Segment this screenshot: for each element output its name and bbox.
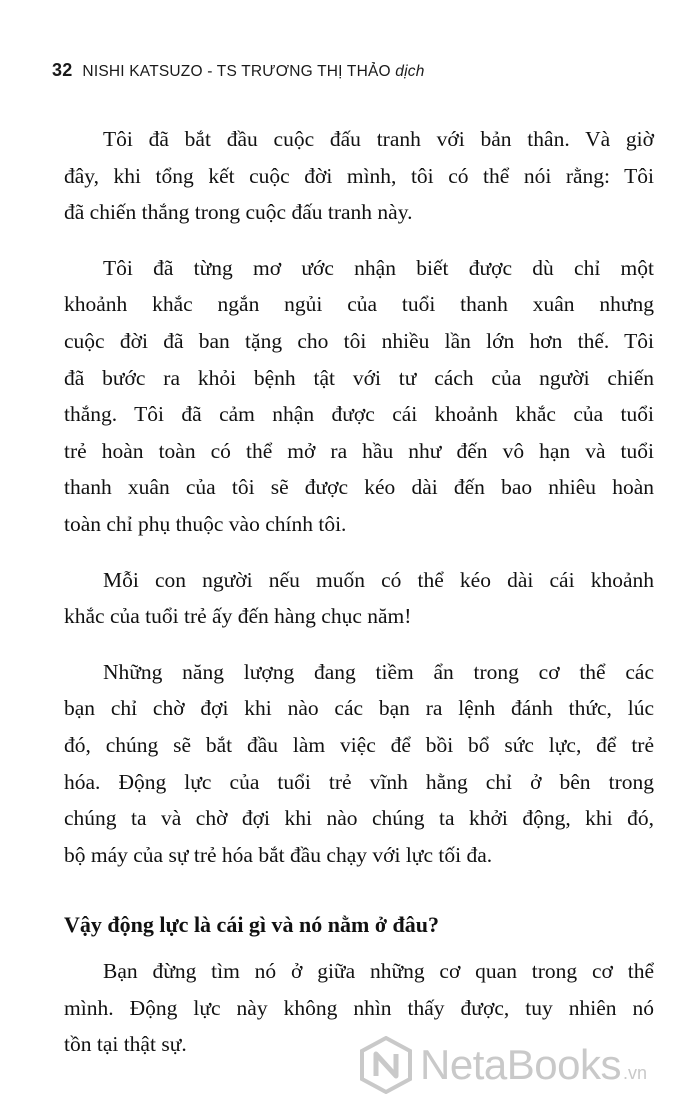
paragraph-line: bạn chỉ chờ đợi khi nào các bạn ra lệnh đánh thức, lúc <box>64 696 654 721</box>
paragraph-line: trẻ hoàn toàn có thể mở ra hầu như đến vô hạn và tuổi <box>64 438 654 463</box>
paragraph-line: hóa. Động lực của tuổi trẻ vĩnh hằng chỉ ở bên trong <box>64 769 654 794</box>
paragraph-line: thanh xuân của tôi sẽ được kéo dài đến bao nhiêu hoàn <box>64 475 654 500</box>
running-header <box>52 60 425 81</box>
section-heading: Vậy động lực là cái gì và nó nằm ở đâu? <box>64 912 439 938</box>
paragraph-line: Mỗi con người nếu muốn có thể kéo dài cái khoảnh <box>103 567 654 592</box>
paragraph-line: Tôi đã từng mơ ước nhận biết được dù chỉ một <box>103 255 654 280</box>
paragraph-line: cuộc đời đã ban tặng cho tôi nhiều lần lớn hơn thế. Tôi <box>64 328 654 353</box>
paragraph-line: đó, chúng sẽ bắt đầu làm việc để bồi bổ sức lực, để trẻ <box>64 732 654 757</box>
paragraph-line: đã chiến thắng trong cuộc đấu tranh này. <box>64 200 413 225</box>
paragraph-line: mình. Động lực này không nhìn thấy được, tuy nhiên nó <box>64 995 654 1020</box>
paragraph-line: tồn tại thật sự. <box>64 1032 187 1057</box>
paragraph-line: đã bước ra khỏi bệnh tật với tư cách của người chiến <box>64 365 654 390</box>
paragraph-line: bộ máy của sự trẻ hóa bắt đầu chạy với lực tối đa. <box>64 842 493 867</box>
page-number: 32 <box>52 60 73 80</box>
watermark-brand: NetaBooks <box>420 1041 621 1088</box>
paragraph-line: khắc của tuổi trẻ ấy đến hàng chục năm! <box>64 604 412 629</box>
paragraph-line: khoảnh khắc ngắn ngủi của tuổi thanh xuân nhưng <box>64 292 654 317</box>
body-paragraph <box>64 121 654 231</box>
paragraph-line: Những năng lượng đang tiềm ẩn trong cơ thể các <box>103 659 654 684</box>
netabooks-logo-icon <box>360 1036 412 1094</box>
paragraph-line: thắng. Tôi đã cảm nhận được cái khoảnh khắc của tuổi <box>64 402 654 427</box>
paragraph-line: chúng ta và chờ đợi khi nào chúng ta khởi động, khi đó, <box>64 806 654 831</box>
body-paragraph <box>64 654 654 874</box>
header-translator-note: dịch <box>395 63 425 80</box>
paragraph-line: Bạn đừng tìm nó ở giữa những cơ quan trong cơ thể <box>103 959 654 984</box>
body-paragraph <box>64 562 654 635</box>
body-paragraph <box>64 250 654 543</box>
paragraph-line: toàn chỉ phụ thuộc vào chính tôi. <box>64 511 347 536</box>
paragraph-line: Tôi đã bắt đầu cuộc đấu tranh với bản thân. Và giờ <box>103 127 654 151</box>
watermark-tld: .vn <box>622 1063 647 1083</box>
watermark <box>360 1036 647 1094</box>
page-body <box>64 121 654 1082</box>
header-author-text: NISHI KATSUZO - TS TRƯƠNG THỊ THẢO <box>82 63 391 80</box>
paragraph-line: đây, khi tổng kết cuộc đời mình, tôi có thể nói rằng: Tôi <box>64 163 654 188</box>
